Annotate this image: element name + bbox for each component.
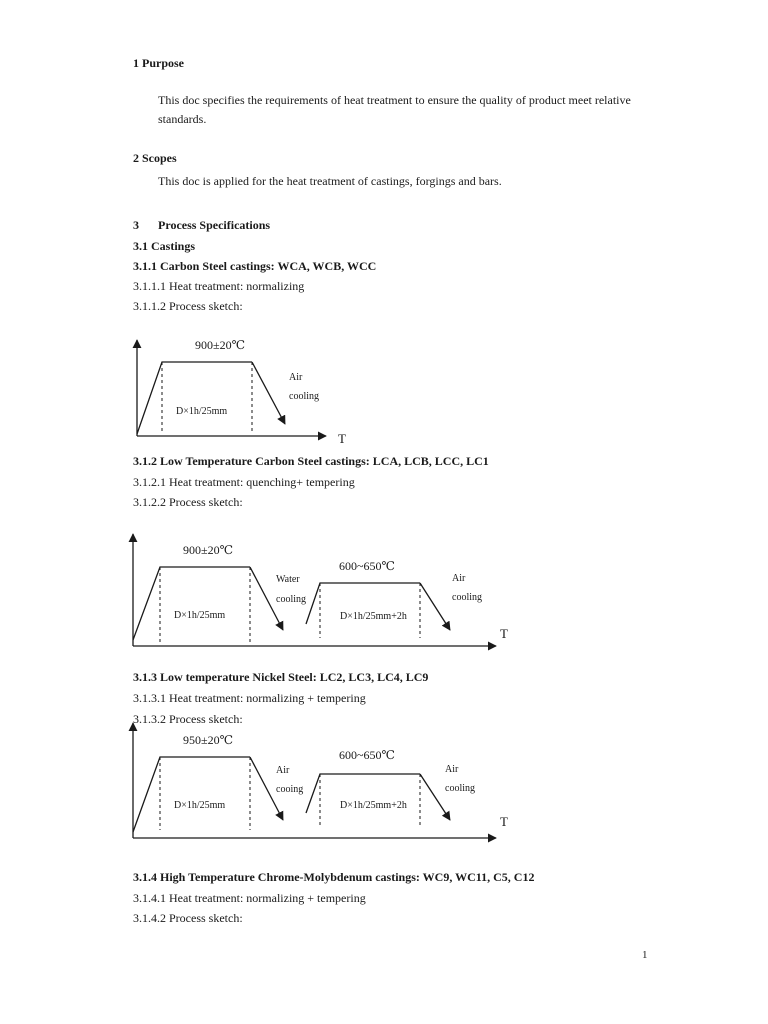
air-cooling-arrow-1 [250,757,283,820]
sketch-label-3-1-4-2: 3.1.4.2 Process sketch: [133,911,243,925]
temper-hold-time-label: D×1h/25mm+2h [340,800,407,811]
quench-hold-time-label: D×1h/25mm [174,610,226,621]
heating-ramp-and-hold [137,362,252,434]
section-heading-scopes: 2 Scopes [133,151,177,165]
normalize-cooling-label-line2: cooing [276,784,304,795]
purpose-text-line-2: standards. [158,112,207,126]
section-heading-castings: 3.1 Castings [133,239,196,253]
temper-cooling-label-line2: cooling [452,592,482,603]
heading-3-1-2: 3.1.2 Low Temperature Carbon Steel castings: LCA, LCB, LCC, LC1 [133,454,489,468]
temp-label: 900±20℃ [195,338,246,352]
section-heading-purpose: 1 Purpose [133,56,184,70]
section-number-process: 3 [133,218,139,232]
sketch-label-3-1-2-2: 3.1.2.2 Process sketch: [133,495,243,509]
normalize-temp-label: 950±20℃ [183,733,234,747]
page-number: 1 [642,949,648,961]
normalize-hold-time-label: D×1h/25mm [174,800,226,811]
temper-temp-label: 600~650℃ [339,559,395,573]
temper-heating-ramp-and-hold [306,774,420,813]
heading-3-1-3: 3.1.3 Low temperature Nickel Steel: LC2, LC3, LC4, LC9 [133,670,429,684]
time-axis-label: T [338,431,346,446]
scopes-text: This doc is applied for the heat treatment of castings, forgings and bars. [158,174,502,188]
purpose-text-line-1: This doc specifies the requirements of heat treatment to ensure the quality of product meet relative [158,93,631,107]
temper-temp-label: 600~650℃ [339,748,395,762]
section-heading-process: Process Specifications [158,218,271,232]
hold-time-label: D×1h/25mm [176,406,228,417]
water-cooling-arrow [250,567,283,630]
quench-cooling-label-line1: Water [276,574,300,585]
air-cooling-arrow [252,362,285,424]
normalize-heating-ramp-and-hold [133,757,250,832]
treatment-3-1-3-1: 3.1.3.1 Heat treatment: normalizing + tempering [133,691,366,705]
quench-cooling-label-line2: cooling [276,594,306,605]
temper-cooling-label-line1: Air [445,764,459,775]
cooling-label-line1: Air [289,372,303,383]
treatment-3-1-2-1: 3.1.2.1 Heat treatment: quenching+ tempering [133,475,355,489]
time-axis-label: T [500,814,508,829]
temper-hold-time-label: D×1h/25mm+2h [340,611,407,622]
treatment-3-1-4-1: 3.1.4.1 Heat treatment: normalizing + tempering [133,891,366,905]
normalize-cooling-label-line1: Air [276,765,290,776]
temper-cooling-label-line1: Air [452,573,466,584]
heading-3-1-4: 3.1.4 High Temperature Chrome-Molybdenum castings: WC9, WC11, C5, C12 [133,870,535,884]
quench-temp-label: 900±20℃ [183,543,234,557]
temper-heating-ramp-and-hold [306,583,420,624]
cooling-label-line2: cooling [289,391,319,402]
sketch-label-3-1-1-2: 3.1.1.2 Process sketch: [133,299,243,313]
sketch-label-3-1-3-2: 3.1.3.2 Process sketch: [133,712,243,726]
treatment-3-1-1-1: 3.1.1.1 Heat treatment: normalizing [133,279,305,293]
time-axis-label: T [500,626,508,641]
quench-heating-ramp-and-hold [133,567,250,640]
air-cooling-arrow [420,583,450,630]
air-cooling-arrow-2 [420,774,450,820]
temper-cooling-label-line2: cooling [445,783,475,794]
heading-3-1-1: 3.1.1 Carbon Steel castings: WCA, WCB, WCC [133,259,377,273]
